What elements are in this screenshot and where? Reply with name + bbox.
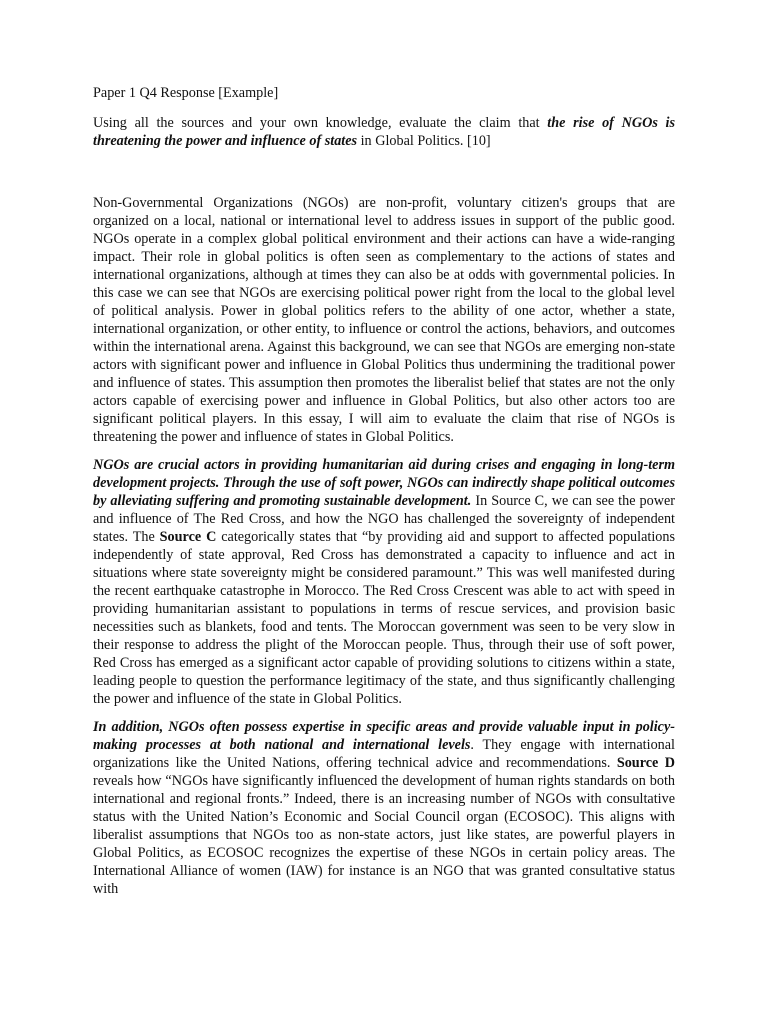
question-text-end: in Global Politics. [10] [357, 133, 491, 149]
essay-question [93, 114, 675, 150]
paragraph-topic-sentence: NGOs are crucial actors in providing humanitarian aid during crises and engaging in long-term development projects. Through the use of soft power, NGOs can indirectly shape political outcomes by alleviating suffering and promoting sustainable development. [93, 457, 675, 509]
source-reference: Source C [159, 529, 217, 545]
source-reference: Source D [616, 755, 676, 771]
paragraph-text: . They engage with international organizations like the United Nations, offering technical advice and recommendations. [93, 737, 675, 771]
body-paragraph-source-c [93, 456, 675, 708]
paragraph-text: categorically states that “by providing aid and support to affected populations independently of state approval, Red Cross has demonstrated a capacity to influence and act in situations where state sovereignty might be considered paramount.” This was well manifested during the recent earthquake catastrophe in Morocco. The Red Cross Crescent was able to act with speed in providing humanitarian assistant to populations in terms of rescue services, and provision basic necessities such as blankets, food and tents. The Moroccan government was seen to be very slow in their response to address the plight of the Moroccan people. Thus, through their use of soft power, Red Cross has emerged as a significant actor capable of providing solutions to citizens within a state, leading people to question the performance legitimacy of the state, and thus significantly challenging the power and influence of the state in Global Politics. [93, 529, 675, 707]
document-heading: Paper 1 Q4 Response [Example] [93, 85, 279, 101]
body-paragraph-source-d [93, 718, 675, 898]
paragraph-text: In Source C, we can see the power and influence of The Red Cross, and how the NGO has challenged the sovereignty of independent states. The [93, 493, 676, 545]
paragraph-topic-sentence: In addition, NGOs often possess expertise in specific areas and provide valuable input in policy-making processes at both national and international levels [93, 719, 675, 753]
question-claim: the rise of NGOs is threatening the power and influence of states [93, 115, 675, 149]
document-page [93, 84, 675, 908]
paragraph-text: reveals how “NGOs have significantly influenced the development of human rights standards on both international and regional fronts.” Indeed, there is an increasing number of NGOs with consultative status with the United Nation’s Economic and Social Council organ (ECOSOC). This aligns with liberalist assumptions that NGOs too as non-state actors, just like states, are powerful players in Global Politics, as ECOSOC recognizes the expertise of these NGOs in certain policy areas. The International Alliance of women (IAW) for instance is an NGO that was granted consultative status with [93, 773, 675, 897]
question-text-start: Using all the sources and your own knowledge, evaluate the claim that [93, 115, 548, 131]
introduction-paragraph: Non-Governmental Organizations (NGOs) are non-profit, voluntary citizen's groups that are organized on a local, national or international level to address issues in support of the public good. NGOs operate in a complex global political environment and their actions can have a wide-ranging impact. Their role in global politics is often seen as complementary to the actions of states and international organizations, although at times they can also be at odds with governmental policies. In this case we can see that NGOs are exercising political power right from the local to the global level of political analysis. Power in global politics refers to the ability of one actor, whether a state, international organization, or other entity, to influence or control the actions, behaviors, and outcomes within the international arena. Against this background, we can see that NGOs are emerging non-state actors with significant power and influence in Global Politics thus undermining the traditional power and influence of states. This assumption then promotes the liberalist belief that states are not the only actors capable of exercising power and influence in Global Politics, but also other actors too are significant political players. In this essay, I will aim to evaluate the claim that rise of NGOs is threatening the power and influence of states in Global Politics. [93, 195, 675, 445]
